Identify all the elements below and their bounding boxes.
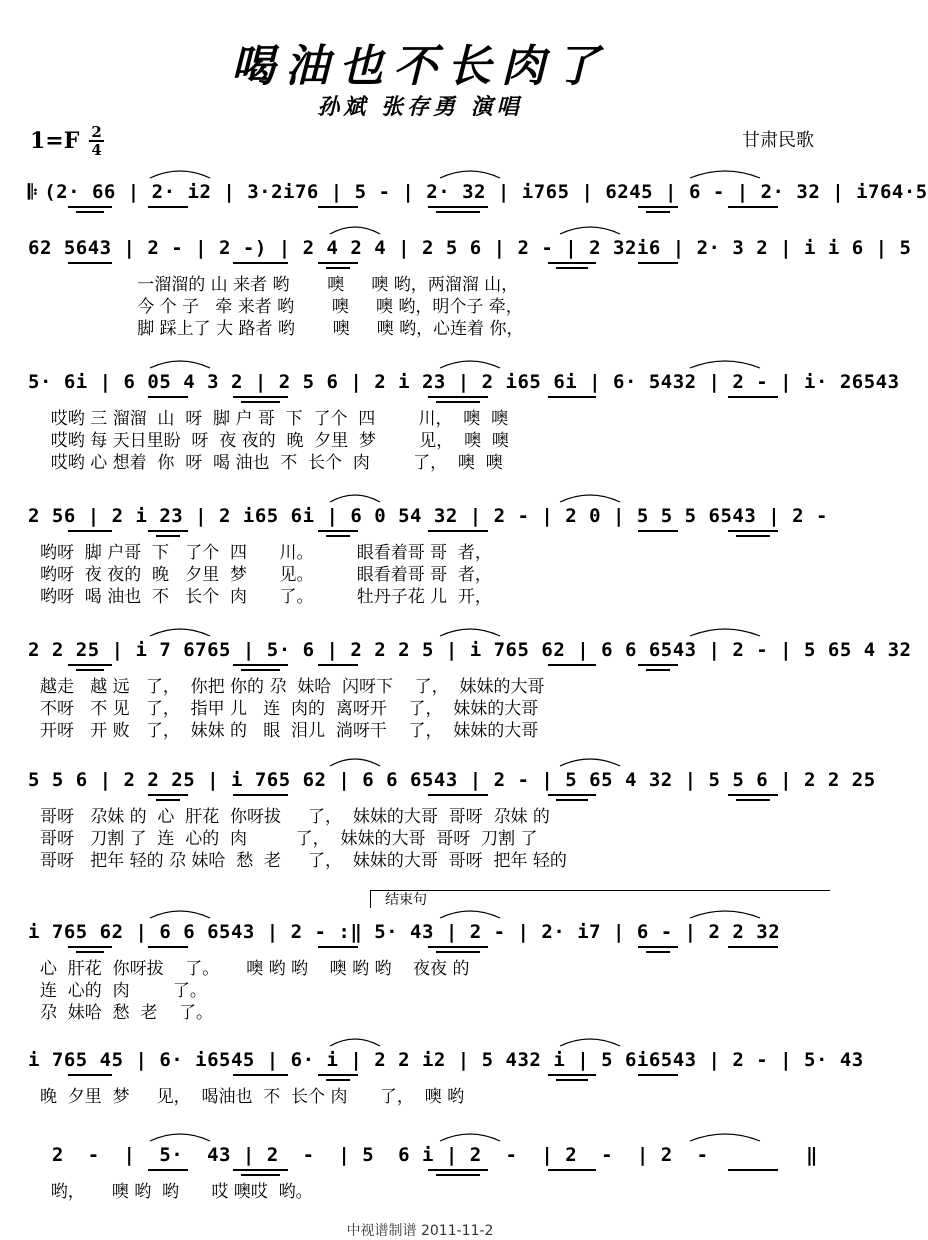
beam	[436, 401, 480, 403]
slur-arcs	[0, 486, 840, 506]
slur	[150, 911, 210, 918]
beam	[68, 664, 112, 666]
notation-text: i 765 45 | 6· i6545 | 6· i | 2 2 i2 | 5 432 i | 5 6i6543 | 2 - | 5· 43	[28, 1049, 864, 1071]
slur	[440, 171, 500, 178]
rhythm-beams	[28, 946, 818, 954]
slur	[150, 1134, 210, 1141]
beam	[318, 530, 358, 532]
lyric-line: 心 肝花 你呀拔 了。 噢 哟 哟 噢 哟 哟 夜夜 的	[40, 959, 470, 979]
beam	[233, 794, 288, 796]
beam	[68, 1074, 112, 1076]
lyric-line: 哟呀 夜 夜的 晚 夕里 梦 见。 眼看着哥 哥 者，	[40, 565, 492, 585]
lyric-line: 哟呀 喝 油也 不 长个 肉 了。 牡丹子花 儿 开，	[40, 587, 492, 607]
beam	[548, 664, 596, 666]
beam	[148, 946, 188, 948]
rhythm-beams	[28, 262, 818, 270]
beam	[428, 530, 488, 532]
slur-arcs	[0, 352, 840, 372]
beam	[638, 262, 678, 264]
beam	[148, 396, 188, 398]
lyric-line: 晚 夕里 梦 见， 喝油也 不 长个 肉 了， 噢 哟	[40, 1087, 465, 1107]
beam	[76, 951, 104, 953]
final-barline: ‖	[806, 1144, 818, 1166]
origin-label: 甘肃民歌	[742, 130, 814, 151]
beam	[646, 211, 670, 213]
beam	[233, 262, 288, 264]
slur	[690, 911, 760, 918]
beam	[646, 951, 670, 953]
beam	[148, 206, 188, 208]
slur	[440, 911, 500, 918]
beam	[556, 267, 588, 269]
beam	[156, 799, 180, 801]
song-title: 喝油也不长肉了	[231, 41, 609, 92]
slur-arcs	[0, 1125, 840, 1145]
lyric-line: 不呀 不 见 了， 指甲 儿 连 肉的 离呀开 了， 妹妹的大哥	[40, 699, 539, 719]
key-label: 1=F	[30, 128, 80, 154]
lyric-line: 一溜溜的 山 来者 哟 噢 噢 哟，两溜溜 山，	[40, 275, 519, 295]
lyric-line: 哎哟 每 天日里盼 呀 夜 夜的 晚 夕里 梦 见， 噢 噢	[40, 431, 509, 451]
beam	[728, 396, 778, 398]
beam	[326, 535, 350, 537]
slur	[440, 1134, 500, 1141]
lyric-line: 脚 踩上了 大 路者 哟 噢 噢 哟，心连着 你，	[40, 319, 524, 339]
slur-arcs	[0, 162, 840, 182]
beam	[736, 799, 770, 801]
beam	[428, 946, 488, 948]
beam	[638, 664, 678, 666]
lyric-line: 哥呀 尕妹 的 心 肝花 你呀拔 了， 妹妹的大哥 哥呀 尕妹 的	[40, 807, 550, 827]
beam	[233, 664, 288, 666]
rhythm-beams	[28, 664, 818, 672]
beam	[728, 530, 778, 532]
beam	[233, 1169, 288, 1171]
slur	[690, 1134, 760, 1141]
beam	[318, 664, 358, 666]
beam	[318, 262, 358, 264]
notation-text: i 765 62 | 6 6 6543 | 2 - :‖ 5· 43 | 2 - | 2· i7 | 6 - | 2 2 32	[28, 921, 781, 943]
rhythm-beams	[28, 1074, 818, 1082]
slur	[560, 495, 620, 502]
slur	[330, 1039, 380, 1046]
beam	[318, 206, 358, 208]
beam	[156, 535, 180, 537]
notation-text: 62 5643 | 2 - | 2 -) | 2 4 2 4 | 2 5 6 | 2 - | 2 32i6 | 2· 3 2 | i i 6 | 5	[28, 237, 912, 259]
notation-text: 2 2 25 | i 7 6765 | 5· 6 | 2 2 2 5 | i 765 62 | 6 6 6543 | 2 - | 5 65 4 32	[28, 639, 912, 661]
beam	[646, 669, 670, 671]
slur-arcs	[0, 218, 840, 238]
beam	[638, 946, 678, 948]
slur	[690, 629, 760, 636]
lyric-line: 哟， 噢 哟 哟 哎 噢哎 哟。	[40, 1182, 313, 1202]
beam	[548, 1169, 596, 1171]
beam	[428, 794, 488, 796]
beam	[556, 1079, 588, 1081]
beam	[241, 669, 280, 671]
beam	[556, 799, 588, 801]
performers: 孙斌 张存勇 演唱	[317, 95, 523, 120]
time-numerator: 2	[91, 123, 102, 141]
repeat-start-sign: 𝄆	[28, 180, 39, 204]
lyric-line: 哎哟 三 溜溜 山 呀 脚 户 哥 下 了个 四 川， 噢 噢	[40, 409, 509, 429]
beam	[326, 1079, 350, 1081]
slur-arcs	[0, 620, 840, 640]
lyric-line: 哥呀 刀割 了 连 心的 肉 了， 妹妹的大哥 哥呀 刀割 了	[40, 829, 538, 849]
lyric-line: 尕 妹哈 愁 老 了。	[40, 1003, 214, 1023]
beam	[428, 206, 488, 208]
slur	[690, 361, 760, 368]
footer-credit: 中视谱制谱 2011-11-2	[346, 1223, 494, 1239]
beam	[76, 669, 104, 671]
beam	[638, 530, 678, 532]
slur	[560, 227, 620, 234]
beam	[148, 794, 188, 796]
beam	[548, 262, 596, 264]
lyric-line: 开呀 开 败 了， 妹妹 的 眼 泪儿 淌呀干 了， 妹妹的大哥	[40, 721, 539, 741]
beam	[148, 530, 188, 532]
time-denominator: 4	[91, 141, 102, 159]
slur	[690, 171, 760, 178]
beam	[728, 206, 778, 208]
beam	[428, 1169, 488, 1171]
beam	[68, 262, 112, 264]
notation-text: 2 - | 5· 43 | 2 - | 5 6 i | 2 - | 2 - | 2 -	[28, 1144, 709, 1166]
slur	[330, 227, 380, 234]
slur	[440, 629, 500, 636]
rhythm-beams	[28, 1169, 818, 1177]
slur-arcs	[0, 1030, 840, 1050]
beam	[428, 396, 488, 398]
notation-text: 5 5 6 | 2 2 25 | i 765 62 | 6 6 6543 | 2 - | 5 65 4 32 | 5 5 6 | 2 2 25	[28, 769, 876, 791]
lyric-line: 哟呀 脚 户哥 下 了个 四 川。 眼看着哥 哥 者，	[40, 543, 492, 563]
slur	[560, 1039, 620, 1046]
notation-text: 2 56 | 2 i 23 | 2 i65 6i | 6 0 54 32 | 2 - | 2 0 | 5 5 5 6543 | 2 -	[28, 505, 828, 527]
beam	[326, 267, 350, 269]
beam	[436, 211, 480, 213]
beam	[548, 794, 596, 796]
slur	[330, 759, 380, 766]
beam	[318, 1074, 358, 1076]
beam	[148, 1169, 188, 1171]
slur	[150, 171, 210, 178]
beam	[233, 1074, 288, 1076]
ending-label: 结束句	[385, 892, 427, 908]
notation-text: (2· 66 | 2· i2 | 3·2i76 | 5 - | 2· 32 | i765 | 6245 | 6 - | 2· 32 | i764·5	[44, 181, 928, 203]
beam	[728, 1169, 778, 1171]
lyric-line: 越走 越 远 了， 你把 你的 尕 妹哈 闪呀下 了， 妹妹的大哥	[40, 677, 545, 697]
beam	[318, 946, 358, 948]
beam	[68, 206, 112, 208]
slur-arcs	[0, 750, 840, 770]
beam	[76, 211, 104, 213]
beam	[736, 535, 770, 537]
lyric-line: 连 心的 肉 了。	[40, 981, 207, 1001]
slur	[330, 495, 380, 502]
key-signature	[30, 124, 104, 158]
beam	[436, 951, 480, 953]
rhythm-beams	[28, 530, 818, 538]
lyric-line: 今 个 子 牵 来者 哟 噢 噢 哟，明个子 牵，	[40, 297, 523, 317]
slur	[440, 361, 500, 368]
time-signature	[89, 124, 103, 158]
rhythm-beams	[28, 206, 818, 214]
slur	[560, 759, 620, 766]
notation-text: 5· 6i | 6 05 4 3 2 | 2 5 6 | 2 i 23 | 2 i65 6i | 6· 5432 | 2 - | i· 26543	[28, 371, 900, 393]
lyric-line: 哥呀 把年 轻的 尕 妹哈 愁 老 了， 妹妹的大哥 哥呀 把年 轻的	[40, 851, 567, 871]
beam	[436, 1174, 480, 1176]
beam	[638, 1074, 678, 1076]
slur	[150, 629, 210, 636]
beam	[241, 401, 280, 403]
lyric-line: 哎哟 心 想着 你 呀 喝 油也 不 长个 肉 了， 噢 噢	[40, 453, 503, 473]
beam	[548, 1074, 596, 1076]
beam	[68, 946, 112, 948]
beam	[241, 1174, 280, 1176]
slur-arcs	[0, 902, 840, 922]
rhythm-beams	[28, 794, 818, 802]
beam	[233, 396, 288, 398]
beam	[638, 206, 678, 208]
slur	[150, 361, 210, 368]
beam	[548, 396, 596, 398]
beam	[68, 530, 112, 532]
rhythm-beams	[28, 396, 818, 404]
beam	[728, 946, 778, 948]
beam	[728, 794, 778, 796]
